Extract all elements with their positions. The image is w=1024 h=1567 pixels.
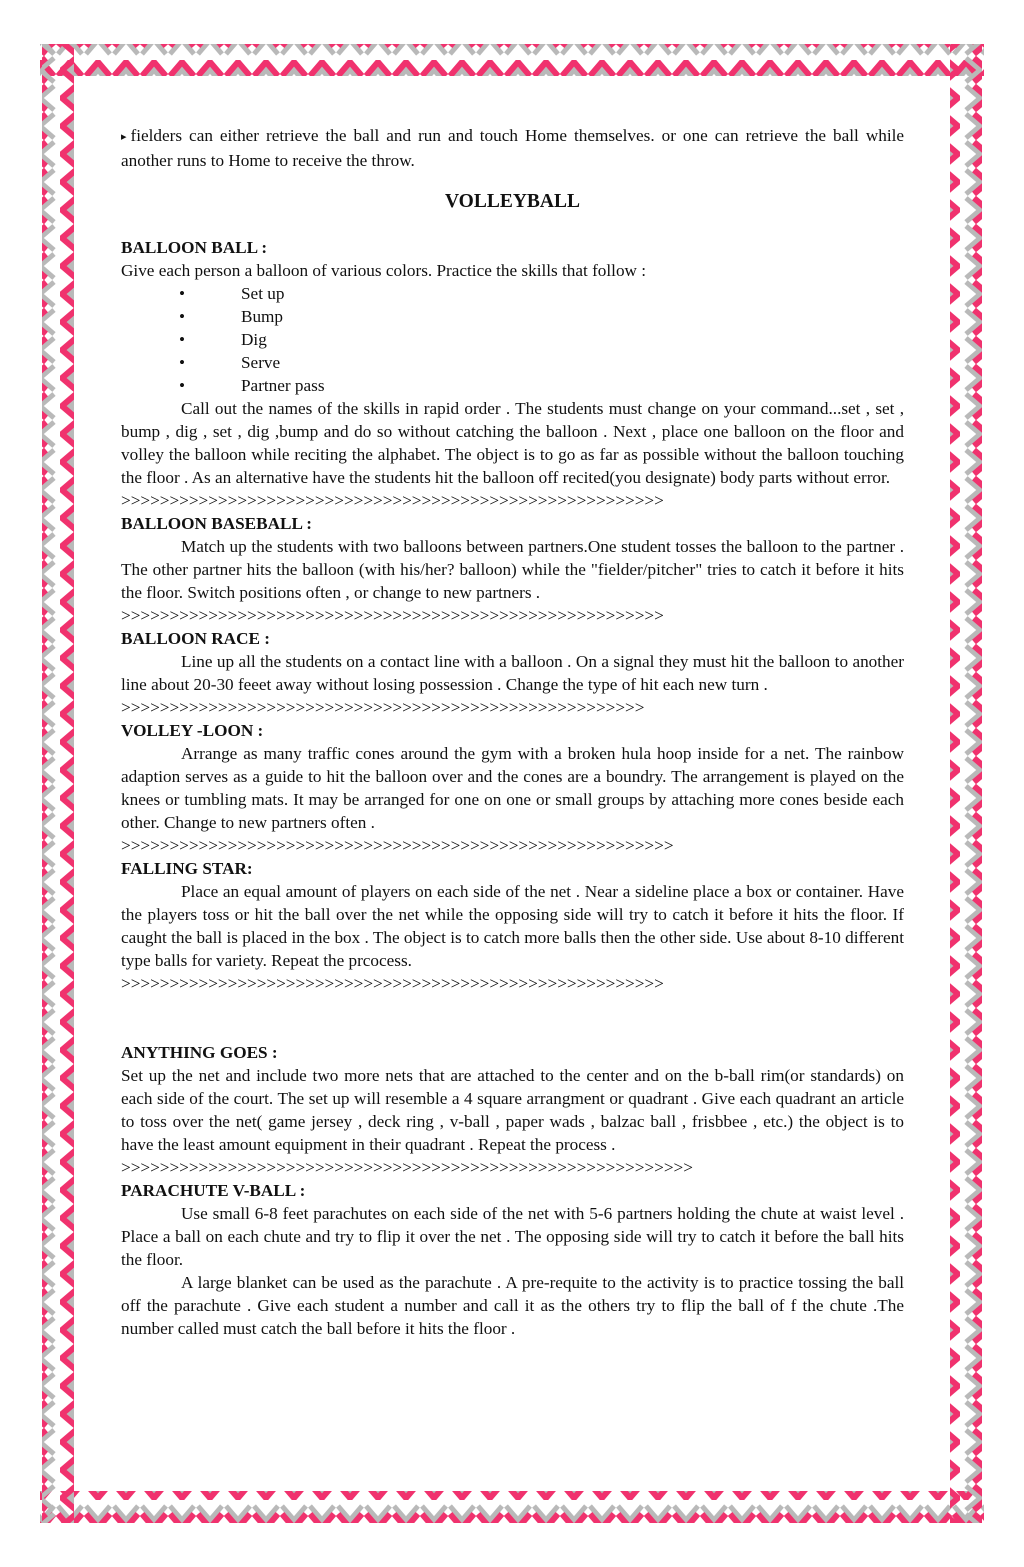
skill-label: Dig xyxy=(241,330,267,349)
section-body-balloon-race: Line up all the students on a contact line with a balloon . On a signal they must hit the balloon to another line about 20-30 feeet away without losing possession . Change the type of hit each new turn . xyxy=(121,652,904,694)
section-body-balloon-ball: Call out the names of the skills in rapid order . The students must change on your command...set , set , bump , dig , set , dig ,bump and do so without catching the balloon . Next , place one balloon on the floor and volley the balloon while reciting the alphabet. The object is to go as far as possible without the balloon touching the floor . As an alternative have the students hit the balloon off recited(you designate) body parts without error. xyxy=(121,399,904,487)
section-heading-anything-goes: ANYTHING GOES : xyxy=(121,1043,278,1062)
list-item xyxy=(121,351,904,374)
arrow-bullet-icon: ▸ xyxy=(121,131,127,143)
skill-label: Set up xyxy=(241,284,285,303)
section-heading-falling-star: FALLING STAR: xyxy=(121,859,253,878)
list-item xyxy=(121,374,904,397)
section-heading-parachute-vball: PARACHUTE V-BALL : xyxy=(121,1181,306,1200)
skill-label: Bump xyxy=(241,307,284,326)
section-heading-balloon-ball: BALLOON BALL : xyxy=(121,238,268,257)
skills-list xyxy=(121,282,904,397)
section-separator: >>>>>>>>>>>>>>>>>>>>>>>>>>>>>>>>>>>>>>>>>>>>>>>>>>>>>>>> xyxy=(121,974,664,993)
section-body-falling-star: Place an equal amount of players on each side of the net . Near a sideline place a box or container. Have the players toss or hit the ball over the net while the opposing side will try to catch it before it hits the floor. If caught the ball is placed in the box . The object is to catch more balls then the other side. Use about 8-10 different type balls for variety. Repeat the prcocess. xyxy=(121,882,904,970)
section-body-anything-goes: Set up the net and include two more nets that are attached to the center and on the b-ball rim(or standards) on each side of the court. The set up will resemble a 4 square arrangment or quadrant . Give each quadrant an article to toss over the net( game jersey , deck ring , v-ball , paper wads , balzac ball , frisbbee , etc.) the object is to have the least amount equipment in their quadrant . Repeat the process . xyxy=(121,1066,904,1154)
section-separator: >>>>>>>>>>>>>>>>>>>>>>>>>>>>>>>>>>>>>>>>>>>>>>>>>>>>>>>>> xyxy=(121,836,674,855)
skill-label: Serve xyxy=(241,353,281,372)
section-body-parachute-vball-1: Use small 6-8 feet parachutes on each side of the net with 5-6 partners holding the chute at waist level . Place a ball on each chute and try to flip it over the net . The opposing side will try to catch it before the ball hits the floor. xyxy=(121,1204,904,1269)
document-body xyxy=(121,124,904,1340)
section-heading-volley-loon: VOLLEY -LOON : xyxy=(121,721,264,740)
spacer xyxy=(121,995,904,1041)
bullet-icon: • xyxy=(179,353,186,372)
section-body-volley-loon: Arrange as many traffic cones around the gym with a broken hula hoop inside for a net. The rainbow adaption serves as a guide to hit the balloon over and the cones are a boundry. The arrangement is played on the knees or tumbling mats. It may be arranged for one on one or small groups by attaching more cones beside each other. Change to new partners often . xyxy=(121,744,904,832)
skill-label: Partner pass xyxy=(241,376,325,395)
bullet-icon: • xyxy=(179,284,186,303)
section-separator: >>>>>>>>>>>>>>>>>>>>>>>>>>>>>>>>>>>>>>>>>>>>>>>>>>>>>>>>>>> xyxy=(121,1158,693,1177)
bullet-icon: • xyxy=(179,376,186,395)
section-body-balloon-baseball: Match up the students with two balloons between partners.One student tosses the balloon to the partner . The other partner hits the balloon (with his/her? balloon) while the "fielder/pitcher" tries to catch it before it hits the floor. Switch positions often , or change to new partners . xyxy=(121,537,904,602)
bullet-icon: • xyxy=(179,307,186,326)
section-heading-balloon-baseball: BALLOON BASEBALL : xyxy=(121,514,313,533)
intro-paragraph xyxy=(121,124,904,172)
section-separator: >>>>>>>>>>>>>>>>>>>>>>>>>>>>>>>>>>>>>>>>>>>>>>>>>>>>>> xyxy=(121,698,645,717)
section-lead-balloon-ball: Give each person a balloon of various colors. Practice the skills that follow : xyxy=(121,261,647,280)
section-heading-balloon-race: BALLOON RACE : xyxy=(121,629,270,648)
section-separator: >>>>>>>>>>>>>>>>>>>>>>>>>>>>>>>>>>>>>>>>>>>>>>>>>>>>>>>> xyxy=(121,606,664,625)
page-title: VOLLEYBALL xyxy=(444,191,581,212)
intro-text: fielders can either retrieve the ball and run and touch Home themselves. or one can retrieve the ball while another runs to Home to receive the throw. xyxy=(121,126,904,170)
bullet-icon: • xyxy=(179,330,186,349)
list-item xyxy=(121,305,904,328)
list-item xyxy=(121,328,904,351)
section-body-parachute-vball-2: A large blanket can be used as the parachute . A pre-requite to the activity is to practice tossing the ball off the parachute . Give each student a number and call it as the others try to flip the ball of f the chute .The number called must catch the ball before it hits the floor . xyxy=(121,1273,904,1338)
section-separator: >>>>>>>>>>>>>>>>>>>>>>>>>>>>>>>>>>>>>>>>>>>>>>>>>>>>>>>> xyxy=(121,491,664,510)
list-item xyxy=(121,282,904,305)
